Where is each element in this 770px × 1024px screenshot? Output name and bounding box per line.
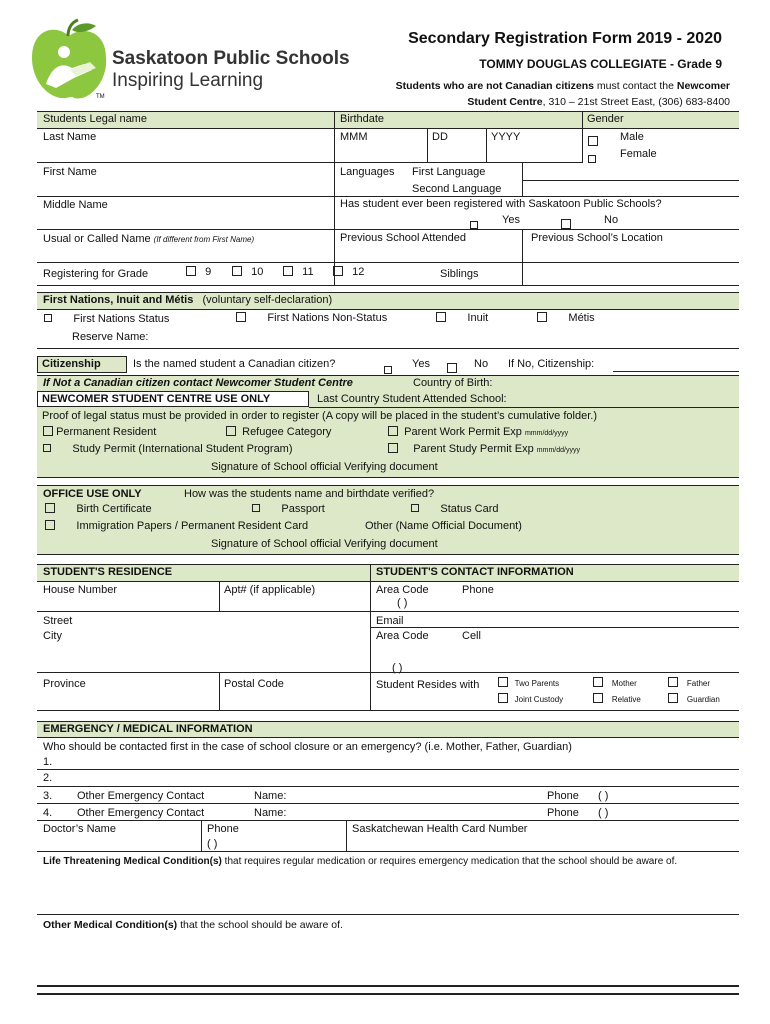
doctor-name-label: Doctor’s Name [43, 823, 116, 835]
registered-no-label: No [604, 214, 619, 226]
contact-3-name-label: Name: [254, 790, 287, 802]
doctor-phone-label: Phone [207, 823, 239, 835]
grade-11-option[interactable]: 11 [283, 266, 314, 278]
proof-of-status-text: Proof of legal status must be provided in order to register (A copy will be placed in the student’s cumulative folder.) [42, 410, 597, 422]
immigration-papers-option[interactable]: Immigration Papers / Permanent Resident Card [45, 520, 308, 532]
birthdate-label: Birthdate [340, 113, 385, 125]
relative-option[interactable]: Relative [593, 693, 641, 704]
contact-1-number: 1. [43, 756, 53, 768]
verified-question: How was the students name and birthdate verified? [184, 488, 435, 500]
country-of-birth-label: Country of Birth: [413, 377, 493, 389]
second-language-label: Second Language [412, 183, 502, 195]
phone-label: Phone [462, 584, 494, 596]
mother-option[interactable]: Mother [593, 677, 637, 688]
emergency-title: EMERGENCY / MEDICAL INFORMATION [43, 723, 253, 735]
cell-area-code-label: Area Code [376, 630, 429, 642]
registered-no-checkbox[interactable] [561, 215, 571, 233]
health-card-label: Saskatchewan Health Card Number [352, 823, 528, 835]
students-legal-name-label: Students Legal name [43, 113, 147, 125]
permanent-resident-option[interactable]: Permanent Resident [43, 426, 156, 438]
contact-3-number: 3. [43, 790, 53, 802]
contact-4-phone-label: Phone [547, 807, 579, 819]
guardian-option[interactable]: Guardian [668, 693, 720, 704]
yyyy-label: YYYY [491, 131, 521, 143]
registered-yes-checkbox[interactable] [470, 216, 478, 234]
registered-question: Has student ever been registered with Saskatoon Public Schools? [340, 198, 662, 210]
registering-grade-label: Registering for Grade [43, 268, 149, 280]
passport-option[interactable]: Passport [252, 503, 325, 515]
doctor-phone-parens: ( ) [207, 838, 218, 850]
first-name-label: First Name [43, 166, 97, 178]
newcomer-signature-label: Signature of School official Verifying document [211, 461, 438, 473]
contact-3-phone-parens: ( ) [598, 790, 609, 802]
province-label: Province [43, 678, 86, 690]
house-number-label: House Number [43, 584, 117, 596]
two-parents-option[interactable]: Two Parents [498, 677, 559, 688]
citizen-no-label: No [474, 358, 489, 370]
street-label: Street [43, 615, 73, 627]
office-use-only: OFFICE USE ONLY [43, 488, 142, 500]
reserve-name-label: Reserve Name: [72, 331, 149, 343]
registered-yes-label: Yes [502, 214, 520, 226]
contact-4-phone-parens: ( ) [598, 807, 609, 819]
emergency-question: Who should be contacted first in the case of school closure or an emergency? (i.e. Mother, Father, Guardian) [43, 741, 572, 753]
city-label: City [43, 630, 62, 642]
org-tagline: Inspiring Learning [112, 70, 264, 91]
newcomer-notice-line2: Student Centre, 310 – 21st Street East, (306) 683-8400 [467, 96, 730, 108]
contact-3-label: Other Emergency Contact [77, 790, 205, 802]
last-country-label: Last Country Student Attended School: [317, 393, 507, 405]
mmm-label: MMM [340, 131, 368, 143]
citizenship-question: Is the named student a Canadian citizen? [133, 358, 336, 370]
fn-status-option[interactable]: First Nations Status [44, 313, 169, 325]
male-checkbox[interactable] [588, 132, 598, 150]
area-code-label: Area Code [376, 584, 429, 596]
cell-area-parens: ( ) [392, 662, 403, 674]
female-label: Female [620, 148, 657, 160]
contact-2-number: 2. [43, 772, 53, 784]
other-medical-label: Other Medical Condition(s) that the school should be aware of. [43, 919, 343, 931]
form-title: Secondary Registration Form 2019 - 2020 [408, 30, 722, 47]
newcomer-use-only: NEWCOMER STUDENT CENTRE USE ONLY [42, 393, 271, 405]
school-name: TOMMY DOUGLAS COLLEGIATE - Grade 9 [479, 57, 722, 71]
parent-work-permit-option[interactable]: Parent Work Permit Exp mmm/dd/yyyy [388, 426, 568, 438]
middle-name-label: Middle Name [43, 199, 108, 211]
life-threatening-label: Life Threatening Medical Condition(s) that requires regular medication or requires emergency medication that the school should be aware of. [43, 856, 678, 867]
resides-with-label: Student Resides with [376, 679, 480, 691]
trademark: TM [96, 94, 105, 100]
metis-option[interactable]: Métis [537, 312, 595, 324]
inuit-option[interactable]: Inuit [436, 312, 488, 324]
if-no-citizenship-label: If No, Citizenship: [508, 358, 595, 370]
status-card-option[interactable]: Status Card [411, 503, 499, 515]
apple-logo [26, 18, 112, 102]
siblings-label: Siblings [440, 268, 479, 280]
male-label: Male [620, 131, 644, 143]
residence-title: STUDENT'S RESIDENCE [43, 566, 173, 578]
joint-custody-option[interactable]: Joint Custody [498, 693, 563, 704]
postal-code-label: Postal Code [224, 678, 284, 690]
female-checkbox[interactable] [588, 150, 596, 168]
citizenship-label: Citizenship [42, 358, 101, 370]
gender-label: Gender [587, 113, 624, 125]
office-signature-label: Signature of School official Verifying document [211, 538, 438, 550]
contact-3-phone-label: Phone [547, 790, 579, 802]
study-permit-option[interactable]: Study Permit (International Student Program) [43, 443, 293, 455]
contact-4-number: 4. [43, 807, 53, 819]
refugee-option[interactable]: Refugee Category [226, 426, 331, 438]
citizen-yes-label: Yes [412, 358, 430, 370]
fn-non-status-option[interactable]: First Nations Non-Status [236, 312, 387, 324]
phone-area-parens: ( ) [397, 597, 408, 609]
languages-label: Languages [340, 166, 395, 178]
contact-4-label: Other Emergency Contact [77, 807, 205, 819]
not-canadian-notice: If Not a Canadian citizen contact Newcomer Student Centre [43, 377, 353, 389]
contact-4-name-label: Name: [254, 807, 287, 819]
last-name-label: Last Name [43, 131, 97, 143]
grade-12-option[interactable]: 12 [333, 266, 364, 278]
apt-label: Apt# (if applicable) [224, 584, 316, 596]
fnim-title: First Nations, Inuit and Métis (voluntary self-declaration) [43, 294, 333, 306]
grade-9-option[interactable]: 9 [186, 266, 211, 278]
father-option[interactable]: Father [668, 677, 710, 688]
org-name: Saskatoon Public Schools [112, 48, 350, 69]
previous-school-label: Previous School Attended [340, 232, 466, 244]
first-language-label: First Language [412, 166, 486, 178]
newcomer-notice-line1: Students who are not Canadian citizens must contact the Newcomer [395, 80, 730, 92]
grade-10-option[interactable]: 10 [232, 266, 263, 278]
called-name-label: Usual or Called Name (If different from First Name) [43, 233, 255, 245]
email-label: Email [376, 615, 404, 627]
previous-school-location-label: Previous School’s Location [531, 232, 663, 244]
parent-study-permit-option[interactable]: Parent Study Permit Exp mmm/dd/yyyy [388, 443, 580, 455]
other-document-label: Other (Name Official Document) [365, 520, 522, 532]
cell-label: Cell [462, 630, 481, 642]
contact-title: STUDENT'S CONTACT INFORMATION [376, 566, 574, 578]
dd-label: DD [432, 131, 448, 143]
birth-cert-option[interactable]: Birth Certificate [45, 503, 152, 515]
